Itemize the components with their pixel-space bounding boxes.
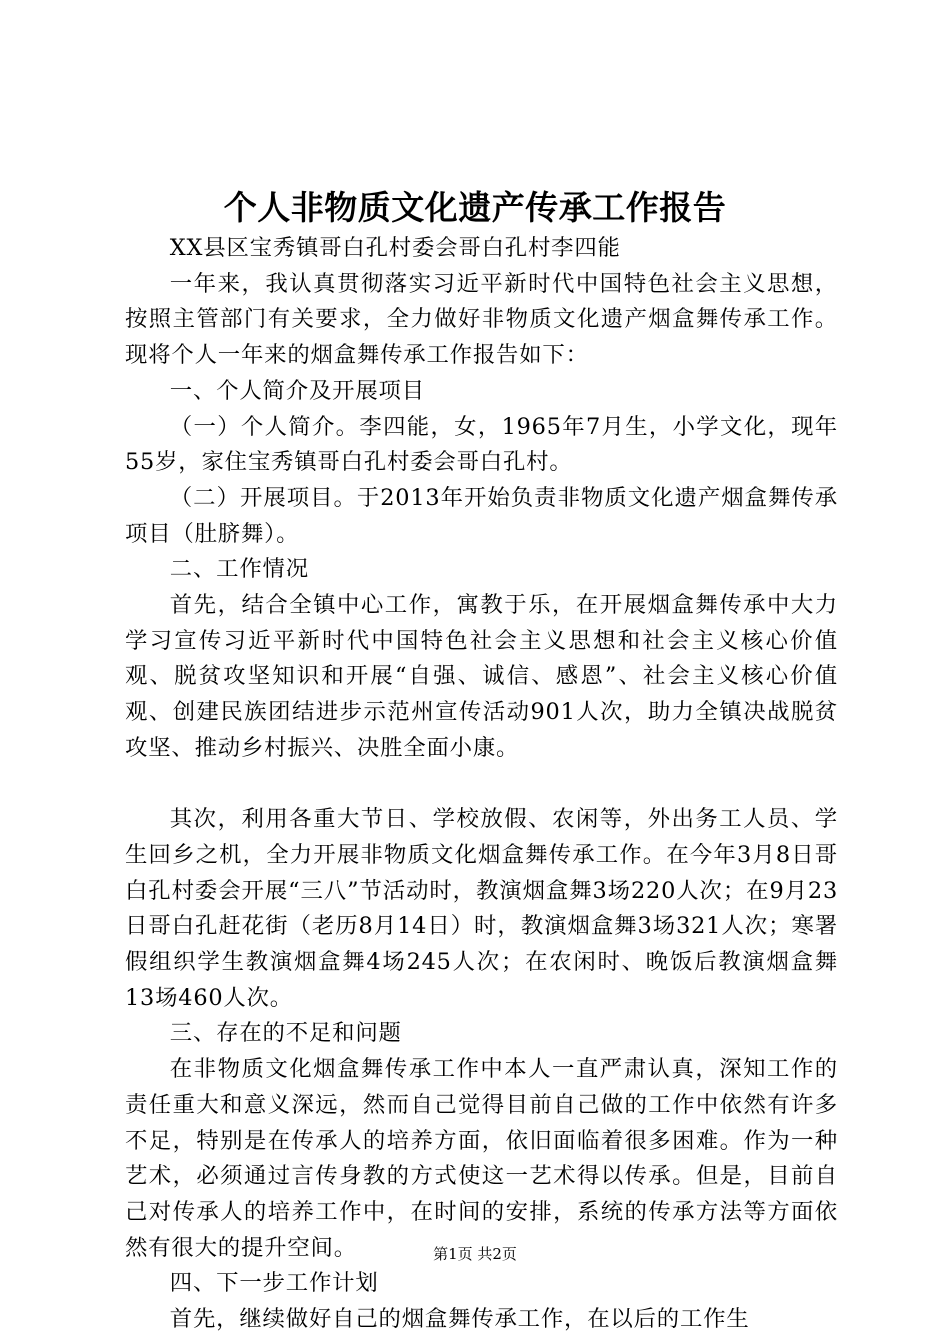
page-footer: 第1页 共2页 xyxy=(433,1245,517,1263)
section-heading-plan: 四、下一步工作计划 xyxy=(169,1270,379,1297)
page-title: 个人非物质文化遗产传承工作报告 xyxy=(223,188,727,227)
paragraph-issues: 在非物质文化烟盒舞传承工作中本人一直严肃认真，深知工作的责任重大和意义深远，然而自己觉得目前自己做的工作中依然有许多不足，特别是在传承人的培养方面，依旧面临着很多困难。作为一种艺术，必须通过言传身教的方式使这一艺术得以传承。但是，目前自己对传承人的培养工作中，在时间的安排，系统的传承方法等方面依然有很大的提升空间。 xyxy=(125,1056,838,1261)
blank-line xyxy=(125,767,838,803)
section-heading-work: 二、工作情况 xyxy=(169,556,309,583)
section-heading-issues: 三、存在的不足和问题 xyxy=(169,1020,402,1047)
paragraph-personal-profile: （一）个人简介。李四能，女，1965年7月生，小学文化，现年55岁，家住宝秀镇哥白孔村委会哥白孔村。 xyxy=(125,413,838,476)
paragraph-plan: 首先，继续做好自己的烟盒舞传承工作，在以后的工作生 xyxy=(169,1306,750,1333)
paragraph-intro: 一年来，我认真贯彻落实习近平新时代中国特色社会主义思想，按照主管部门有关要求，全力做好非物质文化遗产烟盒舞传承工作。现将个人一年来的烟盒舞传承工作报告如下： xyxy=(125,270,838,369)
paragraph-project: （二）开展项目。于2013年开始负责非物质文化遗产烟盒舞传承项目（肚脐舞）。 xyxy=(125,484,838,547)
paragraph-work-second: 其次，利用各重大节日、学校放假、农闲等，外出务工人员、学生回乡之机，全力开展非物质文化烟盒舞传承工作。在今年3月8日哥白孔村委会开展“三八”节活动时，教演烟盒舞3场220人次；在9月23日哥白孔赶花街（老历8月14日）时，教演烟盒舞3场321人次；寒署假组织学生教演烟盒舞4场245人次；在农闲时、晚饭后教演烟盒舞13场460人次。 xyxy=(125,806,838,1011)
byline: XX县区宝秀镇哥白孔村委会哥白孔村李四能 xyxy=(169,235,621,261)
section-heading-profile: 一、个人简介及开展项目 xyxy=(169,377,425,404)
paragraph-work-first: 首先，结合全镇中心工作，寓教于乐，在开展烟盒舞传承中大力学习宣传习近平新时代中国特色社会主义思想和社会主义核心价值观、脱贫攻坚知识和开展“自强、诚信、感恩”、社会主义核心价值观、创建民族团结进步示范州宣传活动901人次，助力全镇决战脱贫攻坚、推动乡村振兴、决胜全面小康。 xyxy=(125,592,838,761)
document-body xyxy=(125,231,838,1338)
